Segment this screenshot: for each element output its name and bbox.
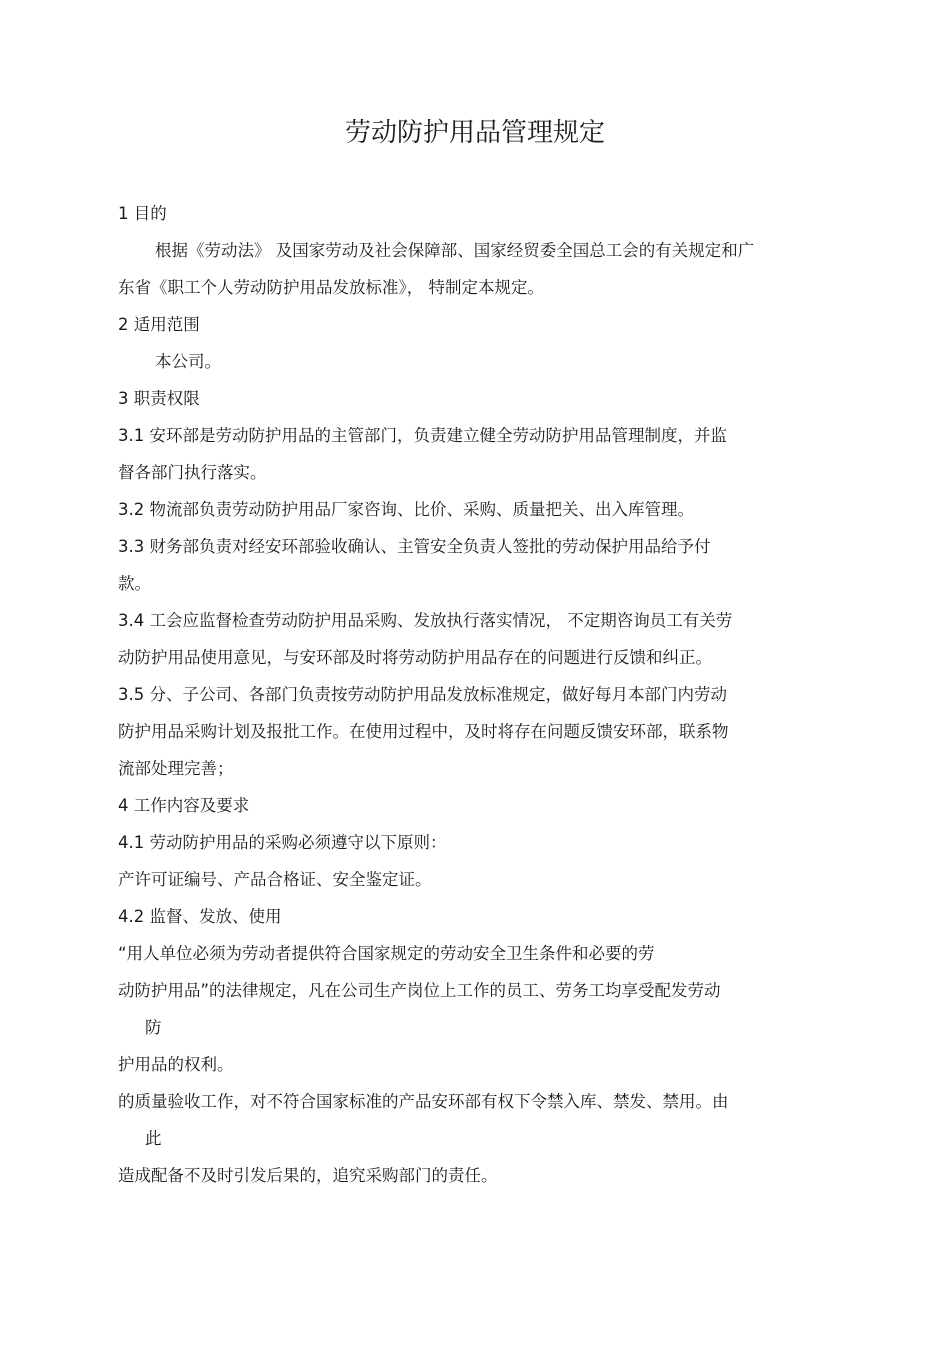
paragraph-line: 产许可证编号、产品合格证、安全鉴定证。 [118, 870, 432, 889]
section-heading-scope: 2 适用范围 [118, 315, 200, 334]
paragraph-line: 防 [145, 1018, 162, 1037]
section-heading-responsibilities: 3 职责权限 [118, 389, 200, 408]
section-heading-work-content: 4 工作内容及要求 [118, 796, 250, 815]
paragraph-line: 防护用品采购计划及报批工作。在使用过程中，及时将存在问题反馈安环部，联系物 [118, 722, 729, 741]
paragraph-line: 护用品的权利。 [118, 1055, 234, 1074]
paragraph-line: 动防护用品”的法律规定，凡在公司生产岗位上工作的员工、劳务工均享受配发劳动 [118, 981, 721, 1000]
paragraph-line: 流部处理完善； [118, 759, 234, 778]
paragraph-line: 东省《职工个人劳动防护用品发放标准》， 特制定本规定。 [118, 278, 544, 297]
section-heading-purpose: 1 目的 [118, 204, 167, 223]
paragraph-line: 4.1 劳动防护用品的采购必须遵守以下原则： [118, 833, 447, 852]
paragraph-line: 本公司。 [155, 352, 221, 371]
paragraph-line: 3.4 工会应监督检查劳动防护用品采购、发放执行落实情况， 不定期咨询员工有关劳 [118, 611, 733, 630]
paragraph-line: 动防护用品使用意见，与安环部及时将劳动防护用品存在的问题进行反馈和纠正。 [118, 648, 712, 667]
paragraph-line: 3.5 分、子公司、各部门负责按劳动防护用品发放标准规定，做好每月本部门内劳动 [118, 685, 727, 704]
paragraph-line: 督各部门执行落实。 [118, 463, 267, 482]
paragraph-line: “用人单位必须为劳动者提供符合国家规定的劳动安全卫生条件和必要的劳 [118, 944, 655, 963]
paragraph-line: 3.2 物流部负责劳动防护用品厂家咨询、比价、采购、质量把关、出入库管理。 [118, 500, 694, 519]
paragraph-line: 的质量验收工作，对不符合国家标准的产品安环部有权下令禁入库、禁发、禁用。由 [118, 1092, 729, 1111]
paragraph-line: 根据《劳动法》 及国家劳动及社会保障部、国家经贸委全国总工会的有关规定和广 [155, 241, 755, 260]
paragraph-line: 造成配备不及时引发后果的，追究采购部门的责任。 [118, 1166, 498, 1185]
paragraph-line: 款。 [118, 574, 151, 593]
paragraph-line: 3.1 安环部是劳动防护用品的主管部门，负责建立健全劳动防护用品管理制度，并监 [118, 426, 727, 445]
document-title: 劳动防护用品管理规定 [344, 118, 605, 148]
paragraph-line: 3.3 财务部负责对经安环部验收确认、主管安全负责人签批的劳动保护用品给予付 [118, 537, 711, 556]
paragraph-line: 4.2 监督、发放、使用 [118, 907, 282, 926]
paragraph-line: 此 [145, 1129, 162, 1148]
